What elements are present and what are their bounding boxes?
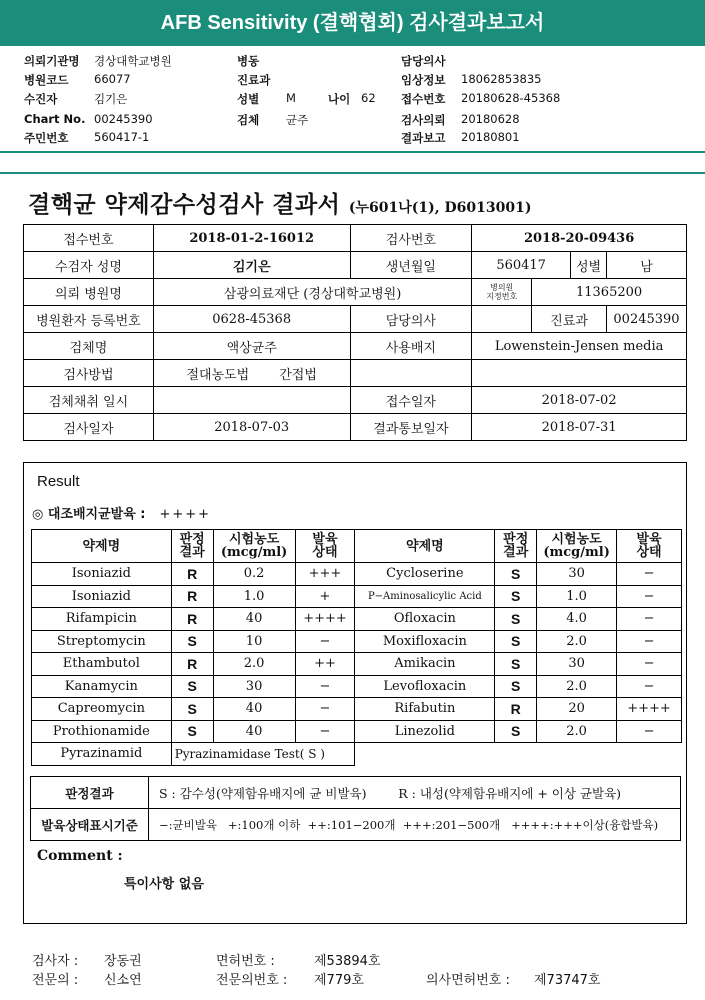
col-growth bbox=[617, 530, 682, 563]
subject-value: 김기은 bbox=[153, 252, 350, 279]
col-growth-line: 발육 bbox=[312, 532, 338, 547]
growth-key-label: 발육상태표시기준 bbox=[31, 809, 149, 841]
dept-label: 진료과 bbox=[237, 73, 271, 87]
sex-label: 성별 bbox=[237, 92, 260, 106]
col-conc-line: (mcg/ml) bbox=[543, 545, 610, 560]
growth: − bbox=[295, 630, 355, 653]
md-license-value: 제73747호 bbox=[534, 973, 601, 988]
judge: S bbox=[495, 675, 537, 698]
table-row bbox=[24, 387, 687, 414]
drug-name: Amikacin bbox=[355, 653, 495, 676]
patient-label: 수진자 bbox=[24, 92, 58, 106]
col-conc-line: 시험농도 bbox=[551, 532, 602, 547]
md-license-label: 의사면허번호 : bbox=[426, 973, 510, 988]
table-header-row bbox=[32, 530, 682, 563]
drug-name: Ofloxacin bbox=[355, 608, 495, 631]
control-culture bbox=[32, 503, 211, 522]
table-row bbox=[32, 630, 682, 653]
col-conc-line: 시험농도 bbox=[228, 532, 280, 547]
concentration: 0.2 bbox=[213, 563, 295, 586]
document-title-text: 결핵균 약제감수성검사 결과서 bbox=[28, 191, 341, 218]
report-value: 20180801 bbox=[461, 130, 520, 144]
dob-label: 생년월일 bbox=[350, 252, 472, 279]
header-row bbox=[24, 53, 684, 71]
sex-value: 남 bbox=[607, 252, 687, 279]
method-value bbox=[153, 360, 350, 387]
test-no-label: 검사번호 bbox=[350, 225, 472, 252]
table-row bbox=[32, 653, 682, 676]
drug-name: Capreomycin bbox=[32, 698, 172, 721]
table-row bbox=[31, 777, 681, 809]
concentration: 2.0 bbox=[537, 675, 617, 698]
medium-value: Lowenstein-Jensen media bbox=[472, 333, 687, 360]
concentration: 20 bbox=[537, 698, 617, 721]
concentration: 40 bbox=[213, 720, 295, 743]
control-culture-value: ++++ bbox=[159, 507, 212, 522]
table-row bbox=[32, 743, 682, 766]
concentration: 30 bbox=[213, 675, 295, 698]
method-label: 검사방법 bbox=[24, 360, 154, 387]
judge: S bbox=[495, 563, 537, 586]
drug-name: Kanamycin bbox=[32, 675, 172, 698]
concentration: 30 bbox=[537, 563, 617, 586]
empty-cell bbox=[472, 360, 687, 387]
growth-key-value: −:균비발육 +:100개 이하 ++:101−200개 +++:201−500개 ++++:+++이상(융합발육) bbox=[149, 809, 681, 841]
specimen-value: 균주 bbox=[286, 113, 309, 127]
method-2: 간접법 bbox=[279, 367, 317, 383]
judge: R bbox=[495, 698, 537, 721]
judge: S bbox=[171, 675, 213, 698]
judge: S bbox=[171, 698, 213, 721]
pza-test: Pyrazinamidase Test( S ) bbox=[171, 743, 355, 766]
col-judge-line: 결과 bbox=[503, 545, 529, 560]
specimen-value: 액상균주 bbox=[153, 333, 350, 360]
sex-value: M bbox=[286, 91, 296, 105]
judge-key-value: S : 감수성(약제함유배지에 균 비발육) R : 내성(약제함유배지에 + 이상 균발육) bbox=[149, 777, 681, 809]
hospital-code-value: 66077 bbox=[94, 72, 131, 86]
divider bbox=[0, 172, 705, 174]
drug-name: Streptomycin bbox=[32, 630, 172, 653]
table-row bbox=[24, 252, 687, 279]
control-culture-label: ◎ 대조배지균발육 : bbox=[32, 507, 146, 522]
judge: S bbox=[495, 720, 537, 743]
specimen-label: 검체 bbox=[237, 113, 260, 127]
judge: R bbox=[171, 653, 213, 676]
col-judge bbox=[495, 530, 537, 563]
doctor-value bbox=[472, 306, 532, 333]
rrn-value: 560417-1 bbox=[94, 130, 150, 144]
document-code: (누601나(1), D6013001) bbox=[348, 200, 532, 216]
growth: ++++ bbox=[295, 608, 355, 631]
reg-label: 병원환자 등록번호 bbox=[24, 306, 154, 333]
col-judge-line: 판정 bbox=[503, 532, 529, 547]
clinical-value: 18062853835 bbox=[461, 72, 542, 86]
judge: S bbox=[495, 585, 537, 608]
hospital-value: 삼광의료재단 (경상대학교병원) bbox=[153, 279, 471, 306]
sex-label: 성별 bbox=[571, 252, 607, 279]
institution-value: 경상대학교병원 bbox=[94, 54, 172, 68]
drug-name: Rifampicin bbox=[32, 608, 172, 631]
empty-cell bbox=[350, 360, 472, 387]
medium-label: 사용배지 bbox=[350, 333, 472, 360]
test-no-value: 2018-20-09436 bbox=[472, 225, 687, 252]
col-drug: 약제명 bbox=[355, 530, 495, 563]
comment-label: Comment : bbox=[37, 848, 123, 864]
table-row bbox=[24, 279, 687, 306]
tested-value: 2018-07-03 bbox=[153, 414, 350, 441]
header-row bbox=[24, 72, 684, 90]
header-row bbox=[24, 130, 684, 148]
subject-label: 수검자 성명 bbox=[24, 252, 154, 279]
ward-label: 병동 bbox=[237, 54, 260, 68]
accession-label: 접수번호 bbox=[401, 92, 446, 106]
collected-value bbox=[153, 387, 350, 414]
drug-name: Levofloxacin bbox=[355, 675, 495, 698]
notified-value: 2018-07-31 bbox=[472, 414, 687, 441]
growth: ++ bbox=[295, 653, 355, 676]
drug-name: Cycloserine bbox=[355, 563, 495, 586]
receipt-no-value: 2018-01-2-16012 bbox=[153, 225, 350, 252]
age-value: 62 bbox=[361, 91, 376, 105]
drug-name: Linezolid bbox=[355, 720, 495, 743]
result-title: Result bbox=[37, 473, 80, 490]
table-row bbox=[24, 306, 687, 333]
judge: S bbox=[495, 653, 537, 676]
concentration: 1.0 bbox=[213, 585, 295, 608]
table-row bbox=[24, 225, 687, 252]
concentration: 2.0 bbox=[537, 630, 617, 653]
table-row bbox=[32, 720, 682, 743]
col-drug: 약제명 bbox=[32, 530, 172, 563]
table-row bbox=[24, 360, 687, 387]
chart-value: 00245390 bbox=[94, 112, 153, 126]
col-growth bbox=[295, 530, 355, 563]
specialist-label: 전문의 : bbox=[32, 973, 79, 988]
request-value: 20180628 bbox=[461, 112, 520, 126]
designated-label-line: 병의원 bbox=[490, 283, 514, 292]
designated-value: 11365200 bbox=[532, 279, 687, 306]
table-row bbox=[32, 675, 682, 698]
concentration: 30 bbox=[537, 653, 617, 676]
notified-label: 결과통보일자 bbox=[350, 414, 472, 441]
growth: − bbox=[617, 608, 682, 631]
col-conc bbox=[213, 530, 295, 563]
rrn-label: 주민번호 bbox=[24, 131, 69, 145]
hospital-code-label: 병원코드 bbox=[24, 73, 69, 87]
request-label: 검사의뢰 bbox=[401, 113, 446, 127]
specimen-label: 검체명 bbox=[24, 333, 154, 360]
col-judge bbox=[171, 530, 213, 563]
growth: − bbox=[617, 630, 682, 653]
table-row bbox=[32, 585, 682, 608]
growth: − bbox=[295, 675, 355, 698]
header-row bbox=[24, 91, 684, 109]
patient-value: 김기은 bbox=[94, 92, 128, 106]
col-judge-line: 판정 bbox=[179, 532, 205, 547]
judge-key-label: 판정결과 bbox=[31, 777, 149, 809]
concentration: 40 bbox=[213, 608, 295, 631]
drug-sensitivity-table bbox=[31, 529, 682, 766]
growth: − bbox=[617, 653, 682, 676]
col-judge-line: 결과 bbox=[179, 545, 205, 560]
judge: S bbox=[495, 608, 537, 631]
concentration: 10 bbox=[213, 630, 295, 653]
growth: − bbox=[617, 585, 682, 608]
drug-name: Ethambutol bbox=[32, 653, 172, 676]
dept-value: 00245390 bbox=[607, 306, 687, 333]
dept-label: 진료과 bbox=[532, 306, 607, 333]
reg-value: 0628-45368 bbox=[153, 306, 350, 333]
col-growth-line: 상태 bbox=[636, 545, 662, 560]
growth: ++++ bbox=[617, 698, 682, 721]
age-label: 나이 bbox=[328, 92, 351, 106]
doctor-label: 담당의사 bbox=[401, 54, 446, 68]
drug-name: P−Aminosalicylic Acid bbox=[355, 585, 495, 608]
clinical-label: 임상정보 bbox=[401, 73, 446, 87]
designated-label-line: 지정번호 bbox=[486, 292, 518, 301]
tester-label: 검사자 : bbox=[32, 954, 79, 969]
tester-value: 장동권 bbox=[104, 954, 142, 969]
table-row bbox=[24, 333, 687, 360]
concentration: 4.0 bbox=[537, 608, 617, 631]
growth: − bbox=[617, 675, 682, 698]
growth: − bbox=[617, 720, 682, 743]
col-conc bbox=[537, 530, 617, 563]
growth: − bbox=[295, 720, 355, 743]
judge: S bbox=[171, 630, 213, 653]
table-row bbox=[32, 698, 682, 721]
accession-value: 20180628-45368 bbox=[461, 91, 561, 105]
comment-text: 특이사항 없음 bbox=[124, 877, 204, 892]
tested-label: 검사일자 bbox=[24, 414, 154, 441]
drug-name: Rifabutin bbox=[355, 698, 495, 721]
spec-license-label: 전문의번호 : bbox=[216, 973, 288, 988]
license-label: 면허번호 : bbox=[216, 954, 275, 969]
table-row bbox=[24, 414, 687, 441]
drug-name: Isoniazid bbox=[32, 563, 172, 586]
designated-label bbox=[472, 279, 532, 306]
method-1: 절대농도법 bbox=[186, 367, 250, 383]
report-header bbox=[24, 53, 684, 148]
drug-name: Isoniazid bbox=[32, 585, 172, 608]
table-row bbox=[32, 608, 682, 631]
patient-info-table bbox=[23, 224, 687, 441]
result-box bbox=[23, 462, 687, 924]
concentration: 40 bbox=[213, 698, 295, 721]
judge: R bbox=[171, 585, 213, 608]
table-row bbox=[32, 563, 682, 586]
header-row bbox=[24, 112, 684, 130]
document-title bbox=[28, 186, 531, 219]
divider bbox=[0, 151, 705, 153]
drug-name: Moxifloxacin bbox=[355, 630, 495, 653]
report-title-bar: AFB Sensitivity (결핵협회) 검사결과보고서 bbox=[0, 0, 705, 46]
spec-license-value: 제779호 bbox=[314, 973, 364, 988]
received-label: 접수일자 bbox=[350, 387, 472, 414]
judge: S bbox=[495, 630, 537, 653]
concentration: 1.0 bbox=[537, 585, 617, 608]
judge: S bbox=[171, 720, 213, 743]
receipt-no-label: 접수번호 bbox=[24, 225, 154, 252]
growth: + bbox=[295, 585, 355, 608]
growth: − bbox=[295, 698, 355, 721]
col-conc-line: (mcg/ml) bbox=[220, 545, 288, 560]
drug-name: Prothionamide bbox=[32, 720, 172, 743]
col-growth-line: 상태 bbox=[312, 545, 338, 560]
hospital-label: 의뢰 병원명 bbox=[24, 279, 154, 306]
judge: R bbox=[171, 563, 213, 586]
table-row bbox=[31, 809, 681, 841]
institution-label: 의뢰기관명 bbox=[24, 54, 80, 68]
drug-name: Pyrazinamid bbox=[32, 743, 172, 766]
concentration: 2.0 bbox=[213, 653, 295, 676]
chart-label: Chart No. bbox=[24, 112, 86, 126]
report-label: 결과보고 bbox=[401, 131, 446, 145]
growth: − bbox=[617, 563, 682, 586]
collected-label: 검체채취 일시 bbox=[24, 387, 154, 414]
received-value: 2018-07-02 bbox=[472, 387, 687, 414]
doctor-label: 담당의사 bbox=[350, 306, 472, 333]
legend-table bbox=[30, 776, 681, 841]
dob-value: 560417 bbox=[472, 252, 571, 279]
license-value: 제53894호 bbox=[314, 954, 381, 969]
specialist-value: 신소연 bbox=[104, 973, 142, 988]
col-growth-line: 발육 bbox=[636, 532, 662, 547]
concentration: 2.0 bbox=[537, 720, 617, 743]
growth: +++ bbox=[295, 563, 355, 586]
judge: R bbox=[171, 608, 213, 631]
empty-cell bbox=[355, 743, 682, 766]
